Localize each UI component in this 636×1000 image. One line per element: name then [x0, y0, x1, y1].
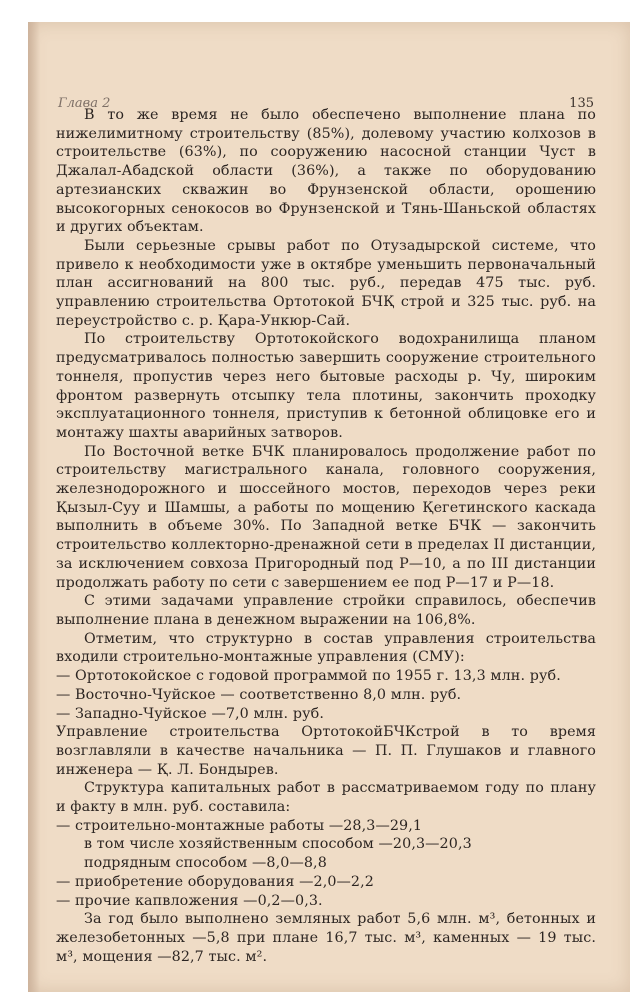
capital-list-item: подрядным способом —8,0—8,8: [84, 855, 327, 872]
paragraph: За год было выполнено земляных работ 5,6 млн. м³, бетонных и железобетонных —5,8 при плане 16,7 тыс. м³, каменных — 19 тыс. м³, мощения —82,7 тыс. м².: [56, 911, 596, 965]
paragraph: Отметим, что структурно в состав управления строительства входили строительно-монтажные управления (СМУ):: [56, 630, 596, 666]
page-number: 135: [569, 96, 594, 111]
capital-list-item: в том числе хозяйственным способом —20,3—20,3: [84, 836, 472, 853]
paragraph: Были серьезные срывы работ по Отузадырской системе, что привело к необходимости уже в октябре уменьшить первоначальный план ассигнований на 800 тыс. руб., передав 475 тыс. руб. управлению строительства Ортотокой БЧҚ строй и 325 тыс. руб. на переустройство с. р. Қара-Ункюр-Сай.: [56, 237, 596, 329]
chapter-label: Глава 2: [58, 96, 111, 111]
smu-list-item: — Восточно-Чуйское — соответственно 8,0 млн. руб.: [56, 686, 462, 703]
smu-list-item: — Западно-Чуйское —7,0 млн. руб.: [56, 705, 324, 722]
paragraph: С этими задачами управление стройки справилось, обеспечив выполнение плана в денежном выражении на 106,8%.: [56, 593, 596, 628]
paragraph: Структура капитальных работ в рассматриваемом году по плану и факту в млн. руб. составила:: [56, 780, 596, 816]
paragraph: По строительству Ортотокойского водохранилища планом предусматривалось полностью завершить сооружение строительного тоннеля, пропустив через него бытовые расходы р. Чу, широким фронтом развернуть отсыпку тела плотины, закончить проходку эксплуатационного тоннеля, приступив к бетонной облицовке его и монтажу шахты аварийных затворов.: [56, 331, 596, 441]
paragraph: По Восточной ветке БЧК планировалось продолжение работ по строительству магистрального канала, головного сооружения, железнодорожного и шоссейного мостов, переходов через реки Қызыл-Суу и Шамшы, а работы по мощению Қегетинского каскада выполнить в объеме 30%. По Западной ветке БЧК — закончить строительство коллекторно-дренажной сети в пределах II дистанции, за исключением совхоза Пригородный под Р—10, а по III дистанции продолжать работу по сети с завершением ее под Р—17 и Р—18.: [56, 443, 596, 591]
smu-list-item: — Ортотокойское с годовой программой по 1955 г. 13,3 млн. руб.: [56, 668, 561, 685]
paragraph: В то же время не было обеспечено выполнение плана по нижелимитному строительству (85%), долевому участию колхозов в строительстве (63%), по сооружению насосной станции Чуст в Джалал-Абадской области (36%), а также по оборудованию артезианских скважин во Фрунзенской области, орошению высокогорных сенокосов во Фрунзенской и Тянь-Шаньской областях и других объектам.: [56, 107, 596, 236]
body-text: [56, 106, 596, 966]
capital-list-item: — приобретение оборудования —2,0—2,2: [56, 873, 374, 890]
capital-list-item: — строительно-монтажные работы —28,3—29,1: [56, 817, 423, 834]
capital-list-item: — прочие капвложения —0,2—0,3.: [56, 892, 323, 909]
paragraph: Управление строительства ОртотокойБЧКстрой в то время возглавляли в качестве начальника — П. П. Глушаков и главного инженера — Қ. Л. Бондырев.: [56, 724, 596, 778]
